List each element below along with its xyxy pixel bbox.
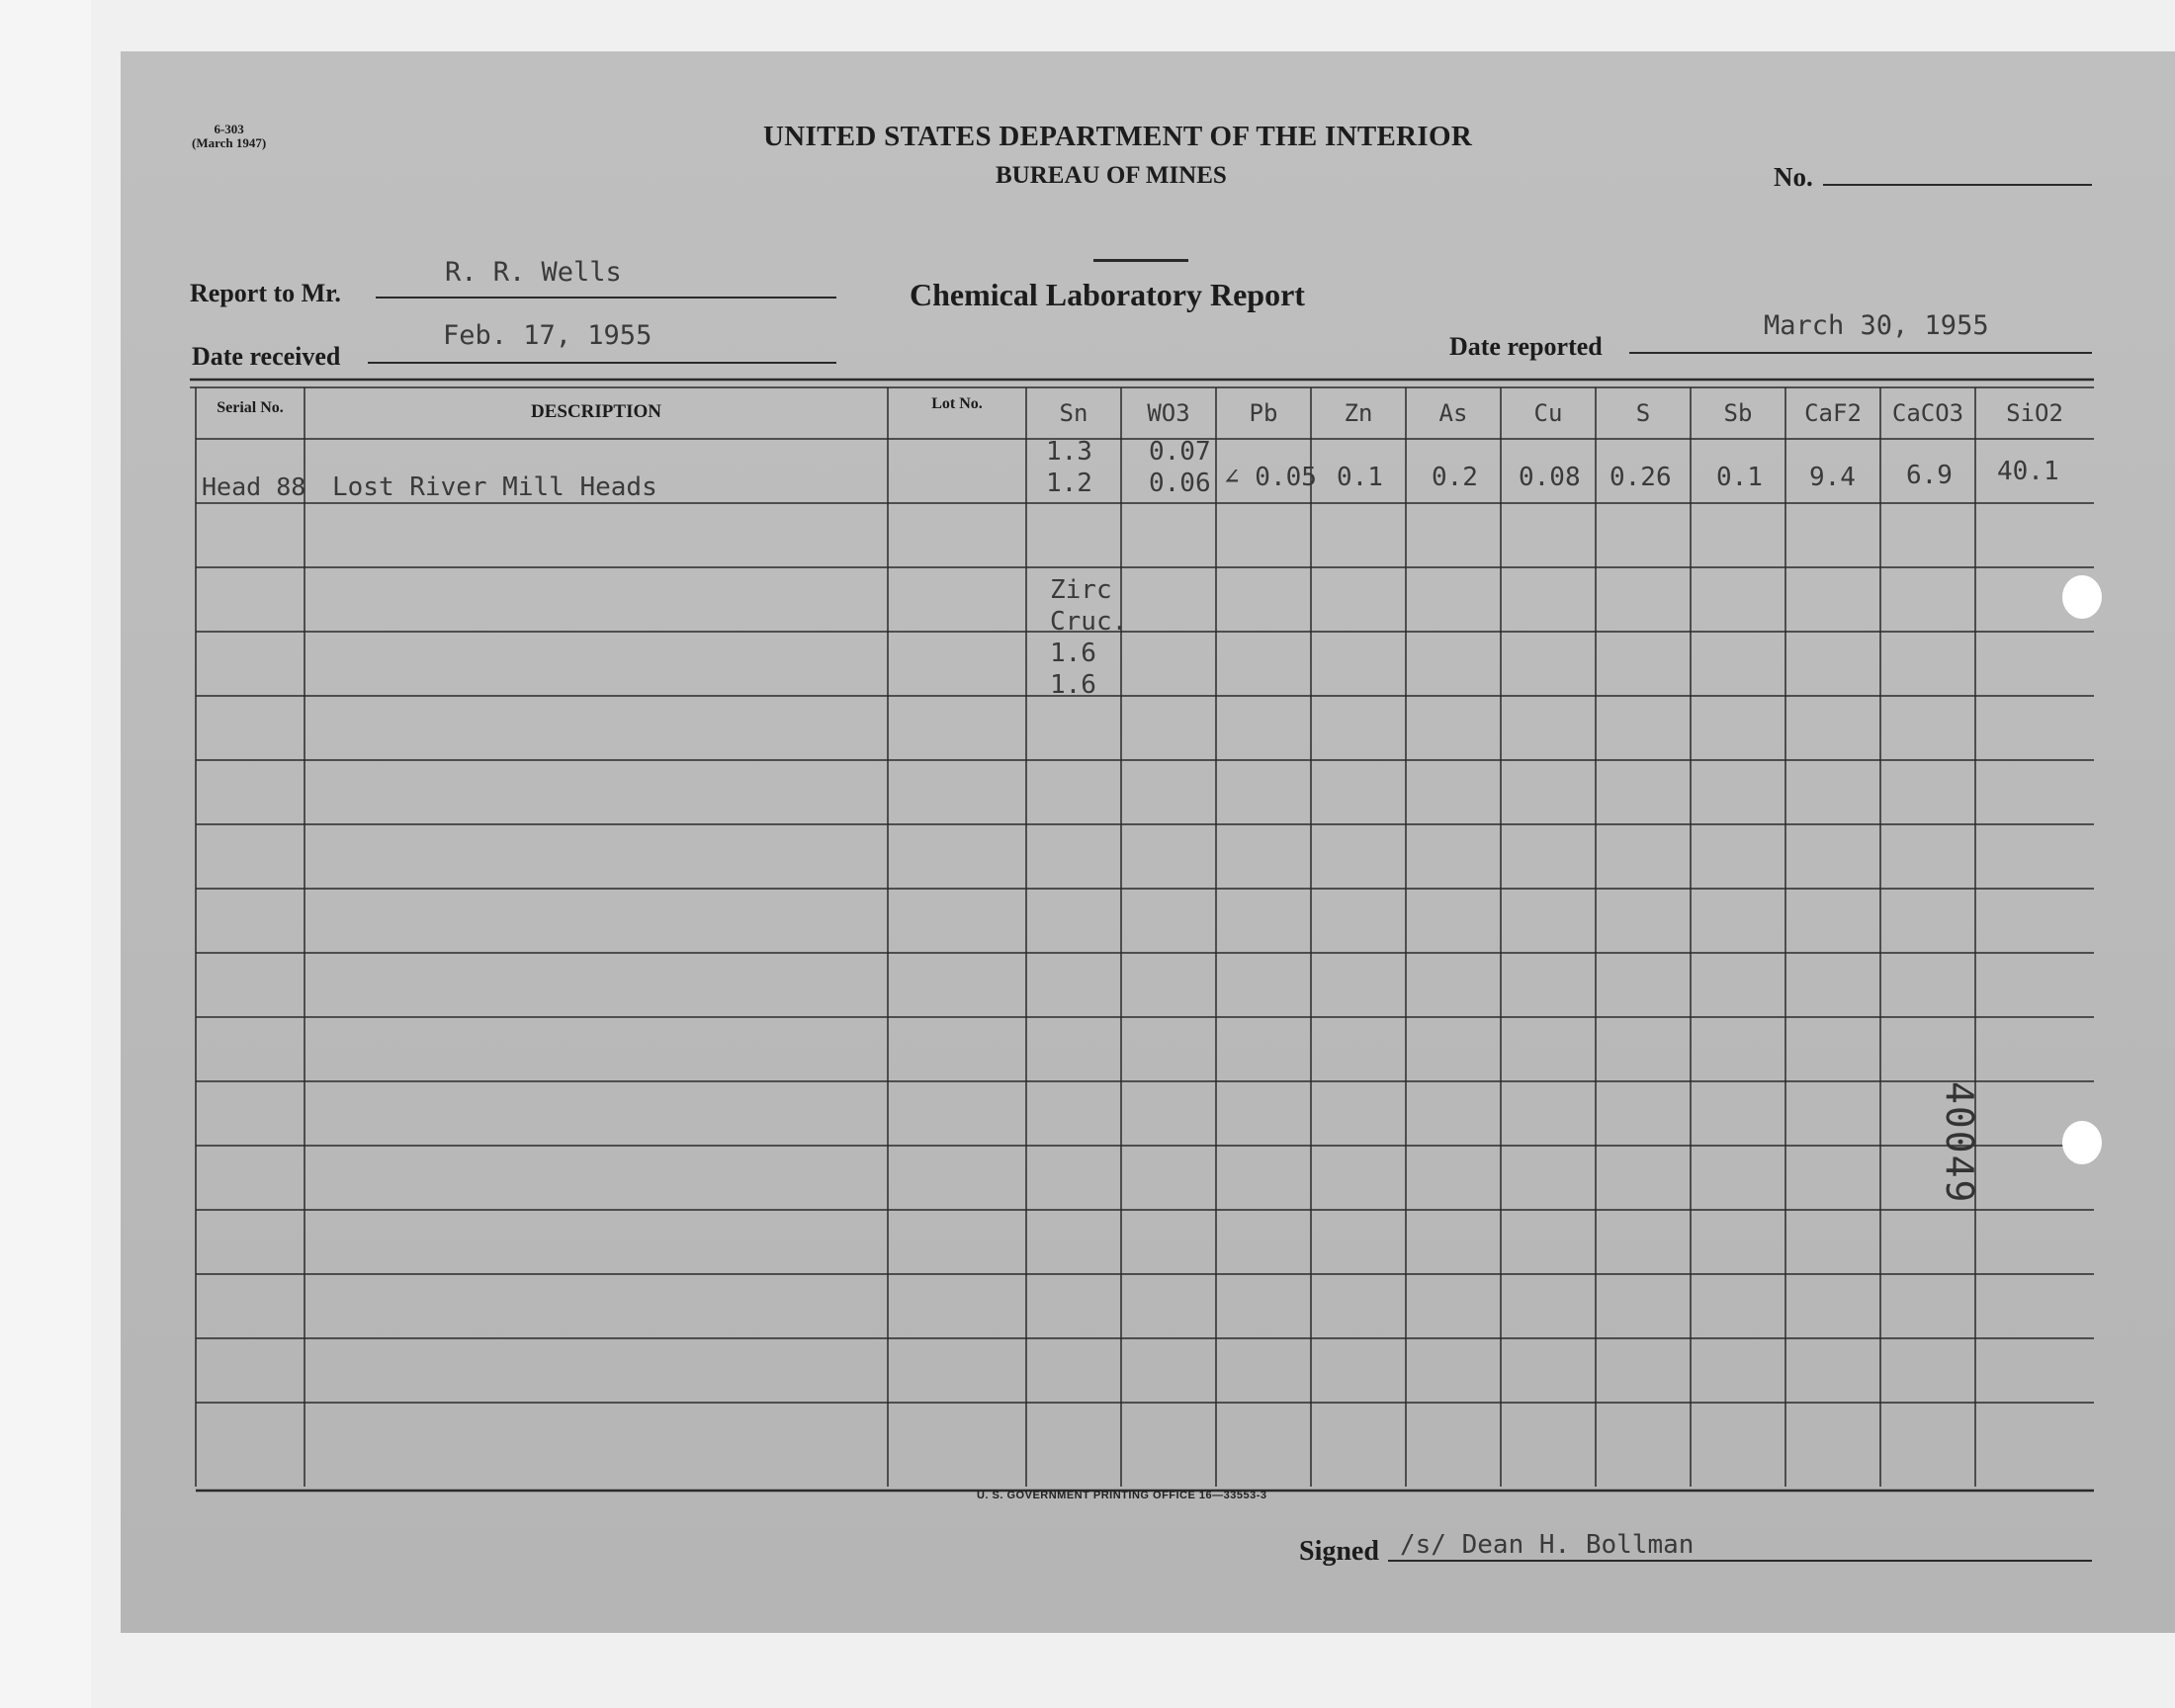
row-sn-2: 1.2	[1046, 469, 1092, 498]
document-stamp-number: 40049	[1938, 1081, 1981, 1205]
header-caco3: CaCO3	[1891, 399, 1964, 427]
report-to-value: R. R. Wells	[445, 257, 622, 288]
sn-note-4: 1.6	[1050, 670, 1096, 700]
row-caco3: 6.9	[1906, 461, 1953, 490]
report-table-grid	[121, 51, 2175, 1633]
printing-office-line: U. S. GOVERNMENT PRINTING OFFICE 16—33553-3	[977, 1490, 1267, 1501]
row-sb: 0.1	[1716, 463, 1763, 492]
row-wo3-1: 0.07	[1149, 437, 1211, 467]
row-serial: Head 88	[202, 472, 306, 501]
row-sn-1: 1.3	[1046, 437, 1092, 467]
date-reported-value: March 30, 1955	[1764, 310, 1989, 341]
column-rules	[196, 387, 2094, 1487]
row-wo3-2: 0.06	[1149, 469, 1211, 498]
header-lot-no: Lot No.	[931, 395, 983, 412]
header-pb: Pb	[1249, 399, 1278, 427]
header-zn: Zn	[1344, 399, 1373, 427]
punch-hole-bottom	[2062, 1121, 2102, 1164]
header-sb: Sb	[1723, 399, 1753, 427]
sn-note-1: Zirc	[1050, 575, 1112, 605]
lab-report-form	[121, 51, 2175, 1633]
report-title: Chemical Laboratory Report	[910, 277, 1305, 312]
row-zn: 0.1	[1337, 463, 1383, 492]
header-caf2: CaF2	[1804, 399, 1862, 427]
row-as: 0.2	[1432, 463, 1478, 492]
row-description: Lost River Mill Heads	[332, 472, 657, 502]
row-sio2: 40.1	[1997, 457, 2059, 486]
header-wo3: WO3	[1147, 399, 1190, 427]
header-sn: Sn	[1059, 399, 1088, 427]
row-pb: ∠ 0.05	[1224, 463, 1317, 492]
signed-value: /s/ Dean H. Bollman	[1400, 1530, 1695, 1560]
date-received-label: Date received	[192, 342, 341, 371]
header-serial-no: Serial No.	[217, 399, 284, 416]
signature-line	[1388, 1560, 2092, 1562]
date-reported-label: Date reported	[1449, 332, 1603, 361]
signed-label: Signed	[1299, 1536, 1379, 1567]
header-sio2: SiO2	[2006, 399, 2063, 427]
row-s: 0.26	[1610, 463, 1672, 492]
date-received-value: Feb. 17, 1955	[443, 320, 652, 351]
form-edition: (March 1947)	[192, 135, 267, 150]
department-title: UNITED STATES DEPARTMENT OF THE INTERIOR	[763, 121, 1473, 152]
sn-note-2: Cruc.	[1050, 607, 1128, 637]
bureau-title: BUREAU OF MINES	[996, 162, 1227, 189]
header-as: As	[1438, 399, 1468, 427]
number-label: No.	[1774, 162, 1813, 192]
report-to-label: Report to Mr.	[190, 279, 341, 307]
form-number: 6-303	[214, 122, 244, 136]
punch-hole-top	[2062, 575, 2102, 619]
row-caf2: 9.4	[1809, 463, 1856, 492]
sn-note-3: 1.6	[1050, 639, 1096, 668]
row-cu: 0.08	[1519, 463, 1581, 492]
scan-margin	[0, 0, 91, 1708]
header-s: S	[1635, 399, 1651, 427]
header-cu: Cu	[1533, 399, 1563, 427]
header-description: DESCRIPTION	[531, 401, 661, 422]
